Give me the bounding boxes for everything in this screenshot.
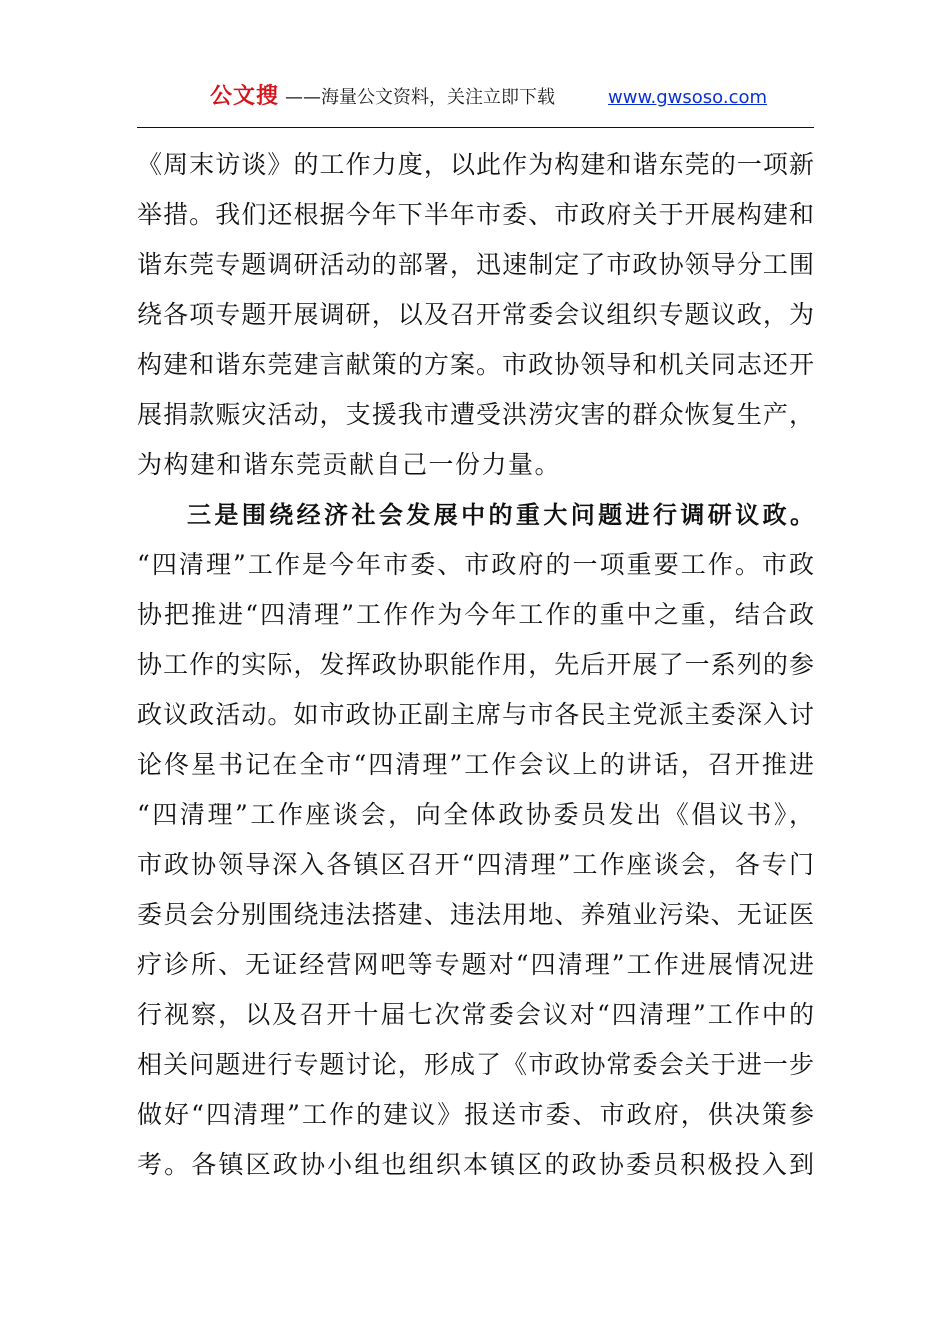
text-line: 相关问题进行专题讨论，形成了《市政协常委会关于进一步 <box>137 1050 814 1079</box>
text-line: 协把推进“四清理”工作作为今年工作的重中之重，结合政 <box>137 600 814 629</box>
text-line: 展捐款赈灾活动，支援我市遭受洪涝灾害的群众恢复生产， <box>137 400 814 429</box>
text-line: 构建和谐东莞建言献策的方案。市政协领导和机关同志还开 <box>137 350 814 379</box>
text-line: 市政协领导深入各镇区召开“四清理”工作座谈会，各专门 <box>137 850 814 879</box>
text-line: 政议政活动。如市政协正副主席与市各民主党派主委深入讨 <box>137 700 814 729</box>
text-line: 为构建和谐东莞贡献自己一份力量。 <box>137 450 562 479</box>
brand-logo-text: 公文搜 <box>210 84 280 109</box>
text-line: 疗诊所、无证经营网吧等专题对“四清理”工作进展情况进 <box>137 950 814 979</box>
document-body <box>137 140 814 1190</box>
text-line: 举措。我们还根据今年下半年市委、市政府关于开展构建和 <box>137 200 814 229</box>
text-line: 绕各项专题开展调研，以及召开常委会议组织专题议政，为 <box>137 300 814 329</box>
text-line: 论佟星书记在全市“四清理”工作会议上的讲话，召开推进 <box>137 750 814 779</box>
text-line: “四清理”工作座谈会，向全体政协委员发出《倡议书》， <box>137 800 814 829</box>
text-line: 谐东莞专题调研活动的部署，迅速制定了市政协领导分工围 <box>137 250 814 279</box>
text-line: 考。各镇区政协小组也组织本镇区的政协委员积极投入到 <box>137 1150 814 1179</box>
header-divider <box>137 127 814 128</box>
website-link[interactable]: www.gwsoso.com <box>608 87 768 108</box>
header-slogan: ——海量公文资料，关注立即下载 <box>285 87 555 108</box>
page-header <box>137 82 813 114</box>
text-line: 协工作的实际，发挥政协职能作用，先后开展了一系列的参 <box>137 650 814 679</box>
text-line: 委员会分别围绕违法搭建、违法用地、养殖业污染、无证医 <box>137 900 814 929</box>
text-line: “四清理”工作是今年市委、市政府的一项重要工作。市政 <box>137 550 814 579</box>
section-heading: 三是围绕经济社会发展中的重大问题进行调研议政。 <box>187 501 814 529</box>
text-line: 《周末访谈》的工作力度，以此作为构建和谐东莞的一项新 <box>137 150 814 179</box>
text-line: 做好“四清理”工作的建议》报送市委、市政府，供决策参 <box>137 1100 814 1129</box>
text-line: 行视察，以及召开十届七次常委会议对“四清理”工作中的 <box>137 1000 814 1029</box>
